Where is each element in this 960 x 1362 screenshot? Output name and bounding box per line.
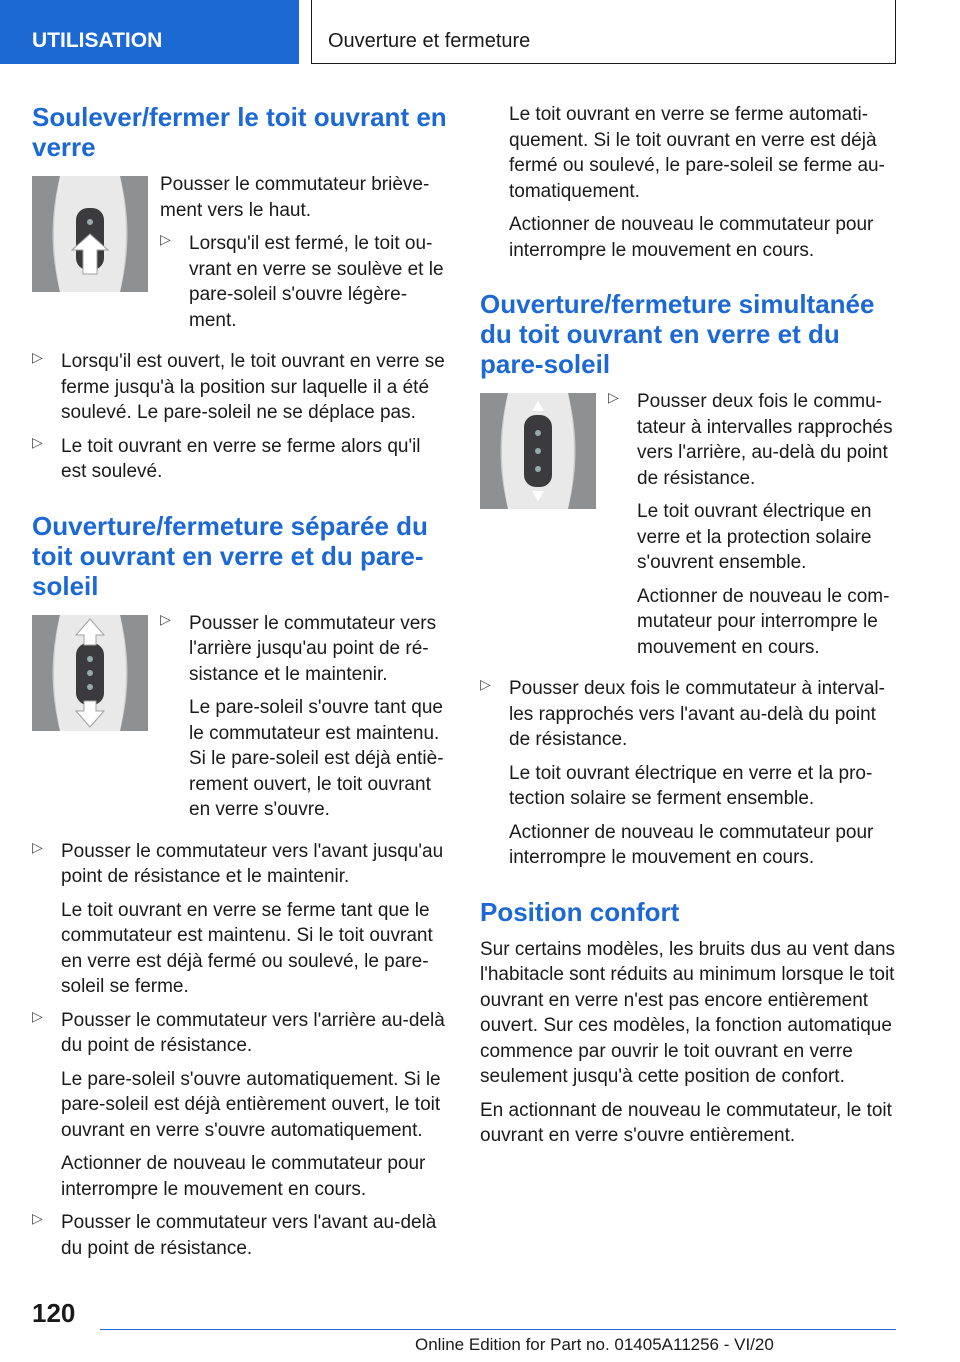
bullet-text: ▷ Pousser deux fois le commutateur à intervalles rapprochés vers l'arrière, au-delà du point de résistance. <box>637 391 893 489</box>
heading-separee: Ouverture/fermeture séparée du toit ouvrant en verre et du pare-soleil <box>32 510 428 601</box>
bullet-item <box>32 1008 448 1203</box>
bullet-item <box>32 349 448 426</box>
bullet-text: ▷ Pousser le commutateur vers l'arrière jusqu'au point de résistance et le maintenir. <box>189 612 437 685</box>
heading-confort: Position confort <box>480 896 680 927</box>
figure-row-separee <box>32 611 448 831</box>
bullet-text: ▷ Pousser le commutateur vers l'avant jusqu'au point de résistance et le maintenir. <box>61 840 444 887</box>
header-section: UTILISATION <box>0 0 299 64</box>
bullet-text: Le pare-soleil s'ouvre tant que le commutateur est maintenu. Si le pare-soleil est déjà entièrement ouvert, le toit ouvrant en verre s'ouvre. <box>189 697 444 820</box>
switch-up-illustration <box>32 176 148 292</box>
figure-row-simultanee <box>480 389 896 668</box>
continued-bullet <box>480 102 896 263</box>
bullet-text: Actionner de nouveau le commutateur pour interrompre le mouvement en cours. <box>509 821 874 868</box>
header-chapter: Ouverture et fermeture <box>311 0 896 64</box>
confort-paragraph: Sur certains modèles, les bruits dus au vent dans l'habitacle sont réduits au minimum lorsque le toit ouvrant en verre n'est pas encore entièrement ouvert. Sur ces modèles, la fonction automatique commence par ouvrir le toit ouvrant en verre seulement jusqu'à cette position de confort. <box>480 938 896 1087</box>
bullet-text: Actionner de nouveau le commutateur pour interrompre le mouvement en cours. <box>61 1153 426 1200</box>
bullet-text: ▷ Pousser deux fois le commutateur à intervalles rapprochés vers l'avant au-delà du point de résistance. <box>509 678 885 750</box>
heading-soulever: Soulever/fermer le toit ouvrant en verre <box>32 102 447 162</box>
right-column <box>480 102 896 1157</box>
confort-paragraph: En actionnant de nouveau le commutateur, le toit ouvrant en verre s'ouvre entièrement. <box>480 1099 892 1146</box>
bullet-item <box>32 1210 448 1261</box>
bullet-item <box>160 611 448 823</box>
bullet-item <box>160 231 448 333</box>
bullet-text: Le toit ouvrant électrique en verre et la protection solaire s'ouvrent ensemble. <box>637 501 872 573</box>
bullet-item <box>480 676 896 871</box>
intro-soulever: Pousser le commutateur brièvement vers le haut. <box>160 174 430 221</box>
footer-divider <box>100 1329 896 1330</box>
bullet-text: ▷ Pousser le commutateur vers l'avant au-delà du point de résistance. <box>61 1212 437 1259</box>
footer-edition: Online Edition for Part no. 01405A11256 - VI/20 <box>415 1335 774 1354</box>
bullet-text: Le toit ouvrant électrique en verre et la protection solaire se ferment ensemble. <box>509 762 873 809</box>
bullet-text: Le toit ouvrant en verre se ferme tant que le commutateur est maintenu. Si le toit ouvrant en verre est déjà fermé ou soulevé, le pare-soleil se ferme. <box>61 899 433 997</box>
continued-text: Actionner de nouveau le commutateur pour interrompre le mouvement en cours. <box>509 214 874 261</box>
bullet-text: Le pare-soleil s'ouvre automatiquement. Si le pare-soleil est déjà entièrement ouvert, le toit ouvrant en verre s'ouvre automatiquement. <box>61 1068 441 1141</box>
bullet-text: ▷ Le toit ouvrant en verre se ferme alors qu'il est soulevé. <box>61 435 421 482</box>
bullet-item <box>32 839 448 1000</box>
left-column <box>32 102 448 1269</box>
bullet-text: ▷ Lorsqu'il est fermé, le toit ouvrant en verre se soulève et le pare-soleil s'ouvre légèrement. <box>189 233 444 331</box>
figure-row-soulever <box>32 172 448 341</box>
bullet-item <box>32 434 448 485</box>
bullet-item <box>608 389 896 660</box>
switch-double-illustration <box>480 393 596 509</box>
heading-simultanee: Ouverture/fermeture simultanée du toit ouvrant en verre et du pare-soleil <box>480 289 875 379</box>
continued-text: Le toit ouvrant en verre se ferme automatiquement. Si le toit ouvrant en verre est déjà fermé ou soulevé, le pare-soleil se ferme automatiquement. <box>509 104 885 202</box>
switch-up-down-illustration <box>32 615 148 731</box>
bullet-text: ▷ Pousser le commutateur vers l'arrière au-delà du point de résistance. <box>61 1009 445 1056</box>
page-number: 120 <box>32 1298 76 1328</box>
bullet-text: ▷ Lorsqu'il est ouvert, le toit ouvrant en verre se ferme jusqu'à la position sur laquelle il a été soulevé. Le pare-soleil ne se déplace pas. <box>61 351 445 423</box>
bullet-text: Actionner de nouveau le commutateur pour interrompre le mouvement en cours. <box>637 585 890 658</box>
